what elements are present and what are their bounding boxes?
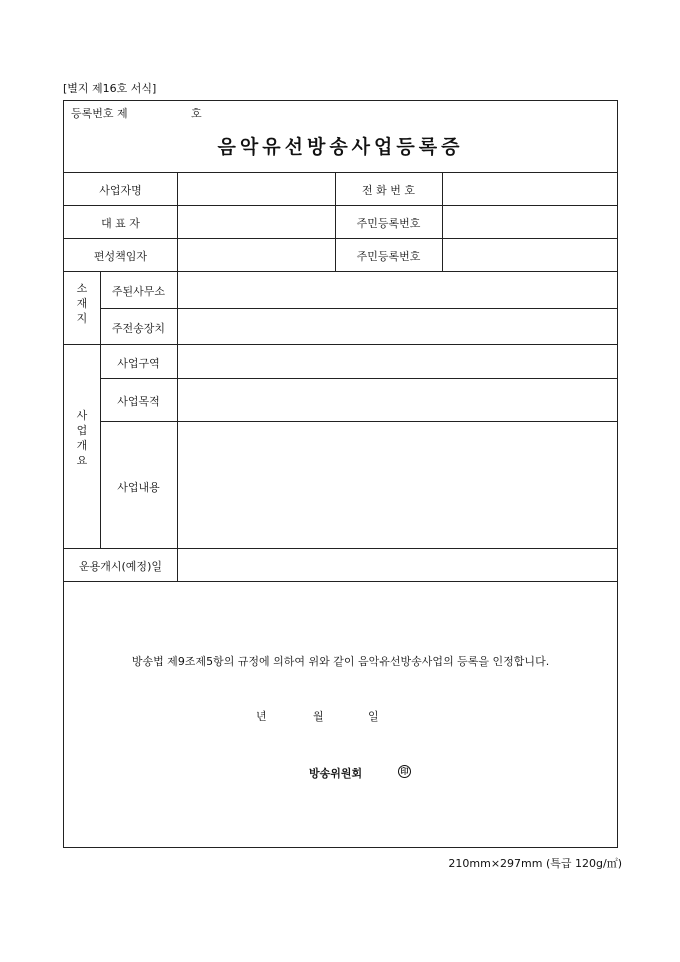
resident-number-label: 주민등록번호	[356, 217, 421, 230]
group-char: 사	[76, 409, 88, 422]
main-office-label: 주된사무소	[111, 285, 166, 298]
phone-label: 전 화 번 호	[362, 184, 415, 197]
rule	[100, 271, 101, 548]
phone-value[interactable]	[443, 173, 617, 205]
resident-number-label: 주민등록번호	[356, 250, 421, 263]
certification-statement: 방송법 제9조제5항의 규정에 의하여 위와 같이 음악유선방송사업의 등록을 인정합니다.	[131, 655, 550, 668]
business-content-value[interactable]	[178, 422, 617, 548]
document-title: 음악유선방송사업등록증	[217, 136, 464, 158]
group-char: 개	[76, 439, 88, 452]
location-group-label	[75, 281, 89, 326]
date-year-label: 년	[256, 710, 267, 723]
representative-label: 대 표 자	[101, 217, 140, 230]
group-char: 요	[76, 454, 88, 467]
operation-start-label: 운용개시(예정)일	[79, 560, 162, 573]
business-purpose-value[interactable]	[178, 379, 617, 421]
group-char: 소	[76, 282, 88, 295]
date-day-label: 일	[368, 710, 379, 723]
business-name-label: 사업자명	[99, 184, 142, 197]
business-area-value[interactable]	[178, 345, 617, 378]
main-facility-label: 주전송장치	[111, 322, 166, 335]
registration-number-label: 등록번호 제	[71, 107, 128, 120]
rule	[64, 581, 617, 582]
registration-certificate-form	[63, 100, 618, 848]
main-facility-value[interactable]	[178, 309, 617, 344]
main-office-value[interactable]	[178, 272, 617, 308]
group-char: 업	[76, 424, 88, 437]
editor-value[interactable]	[178, 239, 335, 271]
operation-start-value[interactable]	[178, 549, 617, 581]
registration-number-suffix: 호	[191, 107, 202, 120]
group-char: 재	[76, 297, 88, 310]
business-purpose-label: 사업목적	[117, 395, 160, 408]
seal-icon: 印	[398, 765, 411, 778]
business-name-value[interactable]	[178, 173, 335, 205]
representative-value[interactable]	[178, 206, 335, 238]
group-char: 지	[76, 312, 88, 325]
seal-mark	[398, 764, 411, 778]
business-content-label: 사업내용	[117, 481, 160, 494]
paper-size-note: 210mm×297mm (특급 120g/㎡)	[448, 857, 622, 870]
date-month-label: 월	[313, 710, 324, 723]
overview-group-label	[75, 408, 89, 468]
business-area-label: 사업구역	[117, 357, 160, 370]
editor-label: 편성책임자	[93, 250, 148, 263]
issuer-name: 방송위원회	[309, 767, 363, 780]
resident-number-value[interactable]	[443, 239, 617, 271]
form-number-tag: [별지 제16호 서식]	[63, 82, 157, 95]
resident-number-value[interactable]	[443, 206, 617, 238]
